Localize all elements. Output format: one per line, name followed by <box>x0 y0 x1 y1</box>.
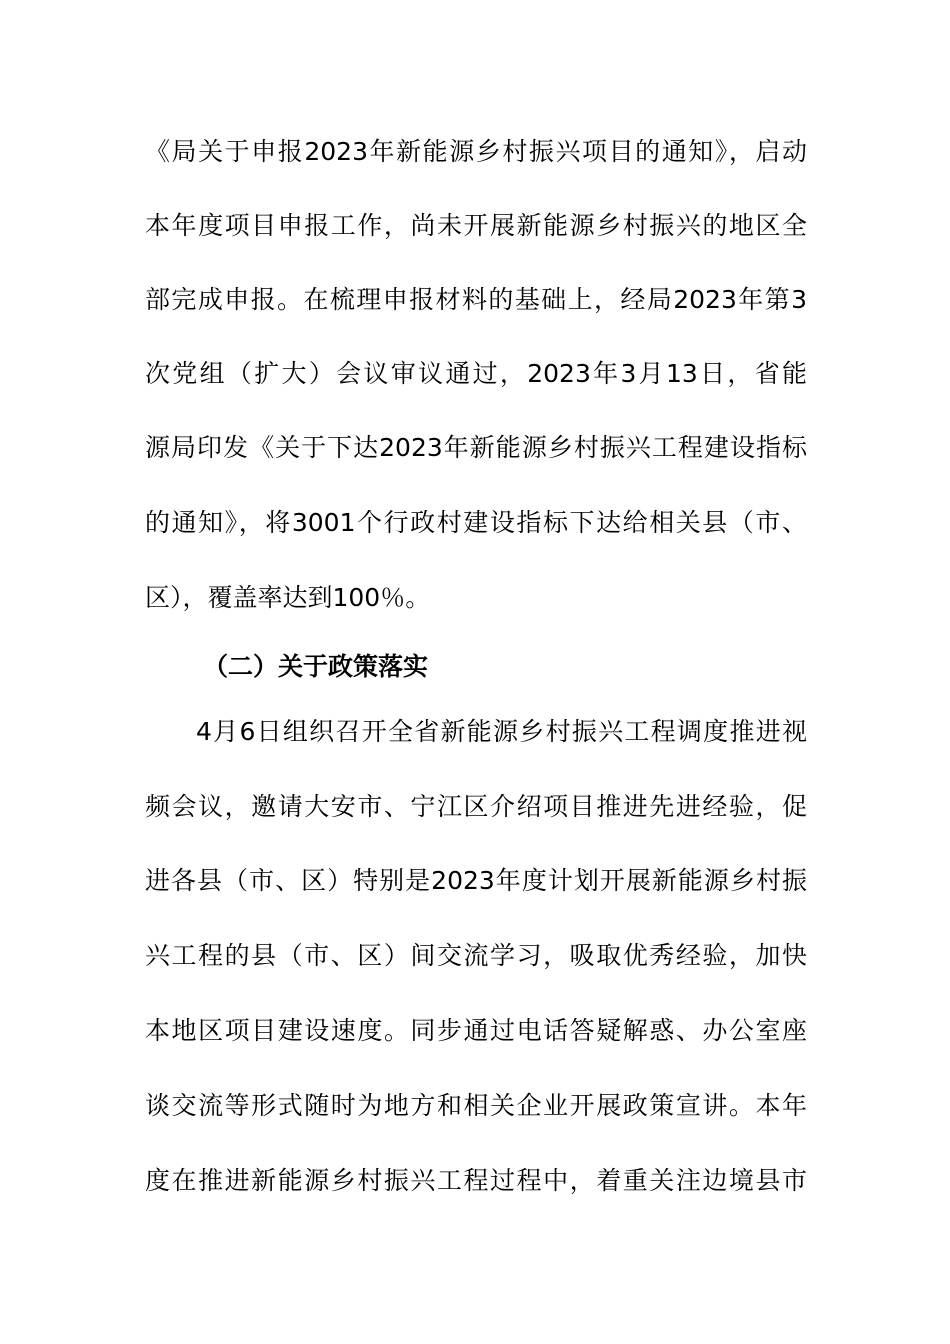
text-line: 区），覆盖率达到100％。 <box>145 583 431 612</box>
text-line: 本地区项目建设速度。同步通过电话答疑解惑、办公室座 <box>145 1016 807 1045</box>
text-line: 的通知》，将3001个行政村建设指标下达给相关县（市、 <box>145 508 807 537</box>
text-line: 谈交流等形式随时为地方和相关企业开展政策宣讲。本年 <box>145 1091 807 1120</box>
text-line: 兴工程的县（市、区）间交流学习，吸取优秀经验，加快 <box>145 941 807 970</box>
text-line: 本年度项目申报工作，尚未开展新能源乡村振兴的地区全 <box>145 211 807 240</box>
text-line: 源局印发《关于下达2023年新能源乡村振兴工程建设指标 <box>145 433 807 462</box>
text-line: 部完成申报。在梳理申报材料的基础上，经局2023年第3 <box>145 285 807 314</box>
text-line: 次党组（扩大）会议审议通过，2023年3月13日，省能 <box>145 359 807 388</box>
text-line: 进各县（市、区）特别是2023年度计划开展新能源乡村振 <box>145 866 807 895</box>
section-heading: （二）关于政策落实 <box>203 652 429 681</box>
text-line: 《局关于申报2023年新能源乡村振兴项目的通知》，启动 <box>145 137 807 166</box>
text-line: 4月6日组织召开全省新能源乡村振兴工程调度推进视 <box>196 717 807 746</box>
text-line: 度在推进新能源乡村振兴工程过程中，着重关注边境县市 <box>145 1166 807 1195</box>
text-line: 频会议，邀请大安市、宁江区介绍项目推进先进经验，促 <box>145 792 807 821</box>
